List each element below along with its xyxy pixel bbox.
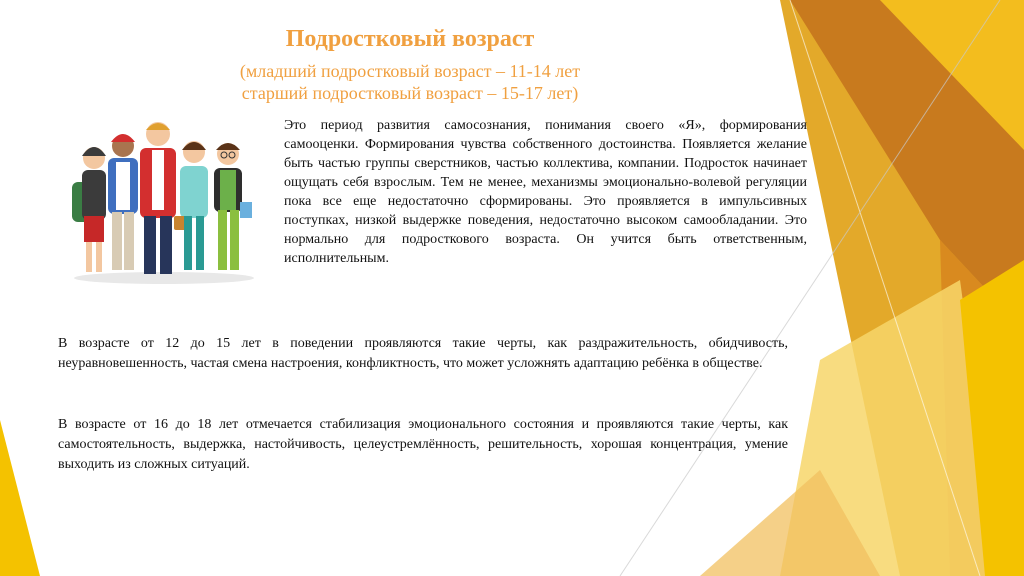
intro-paragraph: Это период развития самосознания, понимания своего «Я», формирования самооценки. Формирования чувства собственного достоинства. Появляется желание быть частью группы сверстников, частью коллектива, компании. Подросток начинает ощущать себя взрослым. Тем не менее, механизмы эмоционально-волевой регуляции пока все еще недостаточно сформированы. Это проявляется в импульсивных поступках, низкой выдержке поведения, недостаточно высоком самообладании. Это нормально для подросткового возраста. Он учится быть ответственным, исполнительным. — [284, 118, 807, 266]
teen-figure — [108, 134, 138, 270]
teen-figure — [174, 141, 208, 270]
teen-figure — [214, 143, 252, 270]
slide-title: Подростковый возраст — [285, 26, 535, 52]
age-12-15-paragraph: В возрасте от 12 до 15 лет в поведении проявляются такие черты, как раздражительность, обидчивость, неуравновешенность, частая смена настроения, конфликтность, что может усложнять адаптацию ребёнка в обществе. — [58, 336, 788, 371]
age-16-18-paragraph: В возрасте от 16 до 18 лет отмечается стабилизация эмоционального состояния и проявляются такие черты, как самостоятельность, выдержка, настойчивость, целеустремлённость, решительность, хорошая концентрация, умение выходить из сложных ситуаций. — [58, 417, 788, 472]
subtitle-line: (младший подростковый возраст – 11-14 лет — [239, 61, 581, 81]
deco-bottom-left-shape — [0, 420, 40, 576]
slide-subtitle — [160, 60, 660, 104]
teenagers-illustration — [64, 118, 264, 286]
teen-figure — [140, 122, 176, 274]
teen-figure — [72, 147, 106, 272]
subtitle-line: старший подростковый возраст – 15-17 лет) — [241, 83, 579, 103]
